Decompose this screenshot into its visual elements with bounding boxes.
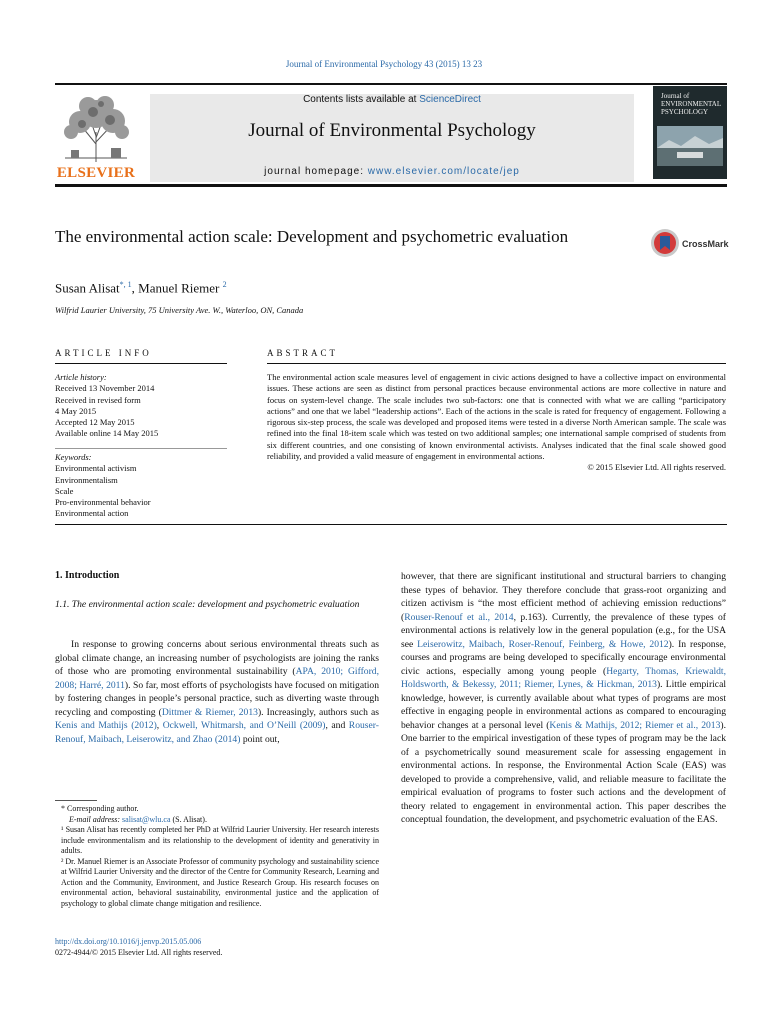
body-text: point out, (240, 733, 280, 745)
history-item: Available online 14 May 2015 (55, 428, 159, 439)
body-text: ). Increasingly, authors such as (257, 706, 380, 718)
body-text: , and (325, 720, 349, 731)
keywords-label: Keywords: (55, 452, 92, 462)
section-title: 1. Introduction (55, 570, 120, 581)
front-matter-rule (55, 524, 727, 525)
elsevier-tree-icon (55, 92, 137, 164)
body-text: ). One barrier to the empirical investigation of these types of program may be the lack of a psychometrically sound measurement scale for assessing engagement in environmental actions. In response, the Environmental Action Scale (EAS) was developed to provide a comprehensive, valid, and reliable measure to facilitate the empirical evaluation of programs to foster such actions and the development of theory related to engagement in environmental action. This paper describes the conceptual foundation, the development, and psychometric evaluation of the EAS. (401, 719, 726, 825)
keywords-divider (55, 448, 227, 449)
citation-link[interactable]: Rouser-Renouf et al., 2014 (404, 611, 514, 623)
homepage-link[interactable]: www.elsevier.com/locate/jep (367, 166, 520, 177)
issn-line: 0272-4944/© 2015 Elsevier Ltd. All rights reserved. (55, 947, 223, 957)
journal-cover[interactable] (653, 86, 727, 179)
email-suffix: (S. Alisat). (170, 814, 207, 824)
abstract-rule (267, 363, 726, 364)
footnote-2: ² Dr. Manuel Riemer is an Associate Professor of community psychology and sustainability science at Wilfrid Laurier University and the director of the Centre for Community Research, Learning and Action and the Community, Environment, and Justice Research Group. His research focuses on environmental action, behavioral sustainability, environmental justice and the application of psychology to global climate change mitigation and resilience. (61, 856, 379, 908)
journal-banner (150, 94, 634, 182)
author-separator: , (131, 280, 139, 296)
citation-link[interactable]: APA, 2010; Gifford, 2008; Harré, 2011 (55, 666, 379, 691)
citation-link[interactable]: Ockwell, Whitmarsh, and O’Neill (2009) (162, 720, 326, 731)
cover-photo (657, 126, 723, 166)
citation-link[interactable]: Kenis and Mathijs (2012) (55, 720, 157, 731)
abstract-heading: ABSTRACT (267, 348, 339, 358)
footnotes (55, 804, 379, 909)
body-text: however, that there are significant institutional and structural barriers to changing these types of behavior. They therefore conclude that grass-root organizing and citizen activism is “the most efficient method of achieving emission reductions” ( (401, 571, 726, 623)
sciencedirect-link[interactable]: ScienceDirect (419, 94, 481, 105)
footnote-corresponding: * Corresponding author. (61, 804, 139, 813)
affiliation: Wilfrid Laurier University, 75 University Ave. W., Waterloo, ON, Canada (55, 305, 304, 315)
history-item: Accepted 12 May 2015 (55, 417, 135, 428)
article-history (55, 372, 227, 440)
crossmark-label: CrossMark (682, 239, 729, 249)
body-text: ). In response, courses and programs are being developed to specifically encourage environmental civic actions, especially among young people ( (401, 638, 726, 677)
abstract-text: The environmental action scale measures level of engagement in civic actions designed to have a collective impact on environmental issues. These actions are seen as distinct from personal practices because environmental actions are more collective in nature and focus on system-level change. The scale includes two sub-factors: one that is connected with what we are calling “participatory actions” and one that we label “leadership actions”. Each of the actions in the scale is rated for frequency of engagement. Following a rigorous six-step process, the scale was developed and proposed items were tested in a diverse North American sample. The scale was refined into the final 18-item scale which was tested on two additional samples; one international sample comprised of students from six different countries, and one consisting of known environmental activists. Analyses indicated that the final scale showed good reliability, and provided a valid measure of engagement in environmental actions. (267, 372, 726, 462)
crossmark-badge[interactable] (650, 228, 730, 260)
contents-prefix: Contents lists available at (303, 94, 420, 105)
body-text: , (156, 720, 163, 731)
footnote-email (55, 815, 379, 826)
history-item: Received in revised form (55, 394, 141, 405)
intro-paragraph-right (401, 570, 726, 827)
keyword: Environmental activism (55, 463, 137, 474)
article-info-heading: ARTICLE INFO (55, 348, 152, 358)
footnote-1: ¹ Susan Alisat has recently completed her PhD at Wilfrid Laurier University. Her research interests include environmentalism and its relationship to the development of identity and generativity in adults. (61, 825, 379, 855)
citation-link[interactable]: Dittmer & Riemer, 2013 (161, 706, 258, 718)
history-label: Article history: (55, 372, 107, 382)
body-text: , p.163). Currently, the prevalence of these types of environmental actions is relatively low in the general population (e.g., for the USA see (401, 611, 726, 650)
keyword: Environmental action (55, 508, 129, 519)
citation-link[interactable]: Hegarty, Thomas, Kriewaldt, Holdsworth, & Bekessy, 2011; Riemer, Lynes, & Hickman, 2013 (401, 665, 726, 690)
keywords-block (55, 452, 227, 520)
header-top-rule (55, 83, 727, 85)
elsevier-wordmark: ELSEVIER (56, 165, 136, 181)
author2-mark[interactable]: 2 (222, 280, 227, 289)
header-bottom-rule (55, 184, 727, 187)
cover-title: Journal of ENVIRONMENTAL PSYCHOLOGY (661, 92, 721, 116)
footnote-rule (55, 800, 97, 801)
author-line (55, 280, 227, 296)
body-text: ). So far, most efforts of psychologists have focused on mitigation by fostering changes in people’s personal practice, such as diverting waste through recycling and composting ( (55, 679, 379, 718)
article-title: The environmental action scale: Development and psychometric evaluation (55, 227, 569, 246)
keyword: Pro-environmental behavior (55, 497, 151, 508)
journal-title: Journal of Environmental Psychology (248, 120, 536, 141)
body-text: In response to growing concerns about serious environmental threats such as global climate change, an increasing number of psychologists are joining the ranks of those who are promoting environmental sustainability ( (55, 639, 379, 677)
subsection-title: 1.1. The environmental action scale: development and psychometric evaluation (55, 599, 360, 610)
author-alisat[interactable]: Susan Alisat (55, 280, 120, 296)
crossmark-icon (650, 228, 680, 258)
abstract-copyright: © 2015 Elsevier Ltd. All rights reserved. (587, 462, 726, 473)
doi-block (55, 937, 222, 958)
history-item: Received 13 November 2014 (55, 383, 155, 394)
elsevier-logo (55, 92, 137, 184)
intro-paragraph-left (55, 638, 379, 746)
email-label: E-mail address: (69, 814, 123, 824)
journal-reference[interactable]: Journal of Environmental Psychology 43 (2015) 13 23 (285, 59, 483, 69)
homepage-line (150, 166, 634, 177)
citation-link[interactable]: Kenis & Mathijs, 2012; Riemer et al., 2013 (549, 719, 721, 731)
author1-marks[interactable]: *, 1 (119, 280, 132, 289)
citation-link[interactable]: Leiserowitz, Maibach, Roser-Renouf, Feinberg, & Howe, 2012 (417, 638, 669, 650)
body-text: ). Little empirical knowledge, however, is currently available about what types of programs are most effective in engaging people in environmental actions as compared to encouraging behavior changes at a personal level ( (401, 679, 726, 731)
author-riemer[interactable]: Manuel Riemer (138, 280, 220, 296)
history-item: 4 May 2015 (55, 405, 97, 416)
citation-link[interactable]: Rouser-Renouf, Maibach, Leiserowitz, and Zhao (2014) (55, 720, 379, 745)
keyword: Scale (55, 485, 74, 496)
keyword: Environmentalism (55, 474, 118, 485)
email-link[interactable]: salisat@wlu.ca (122, 814, 171, 824)
contents-line (150, 94, 634, 105)
homepage-prefix: journal homepage: (264, 166, 368, 177)
abstract-body (267, 372, 726, 474)
article-info-rule (55, 363, 227, 364)
doi-link[interactable]: http://dx.doi.org/10.1016/j.jenvp.2015.05.006 (55, 937, 202, 946)
